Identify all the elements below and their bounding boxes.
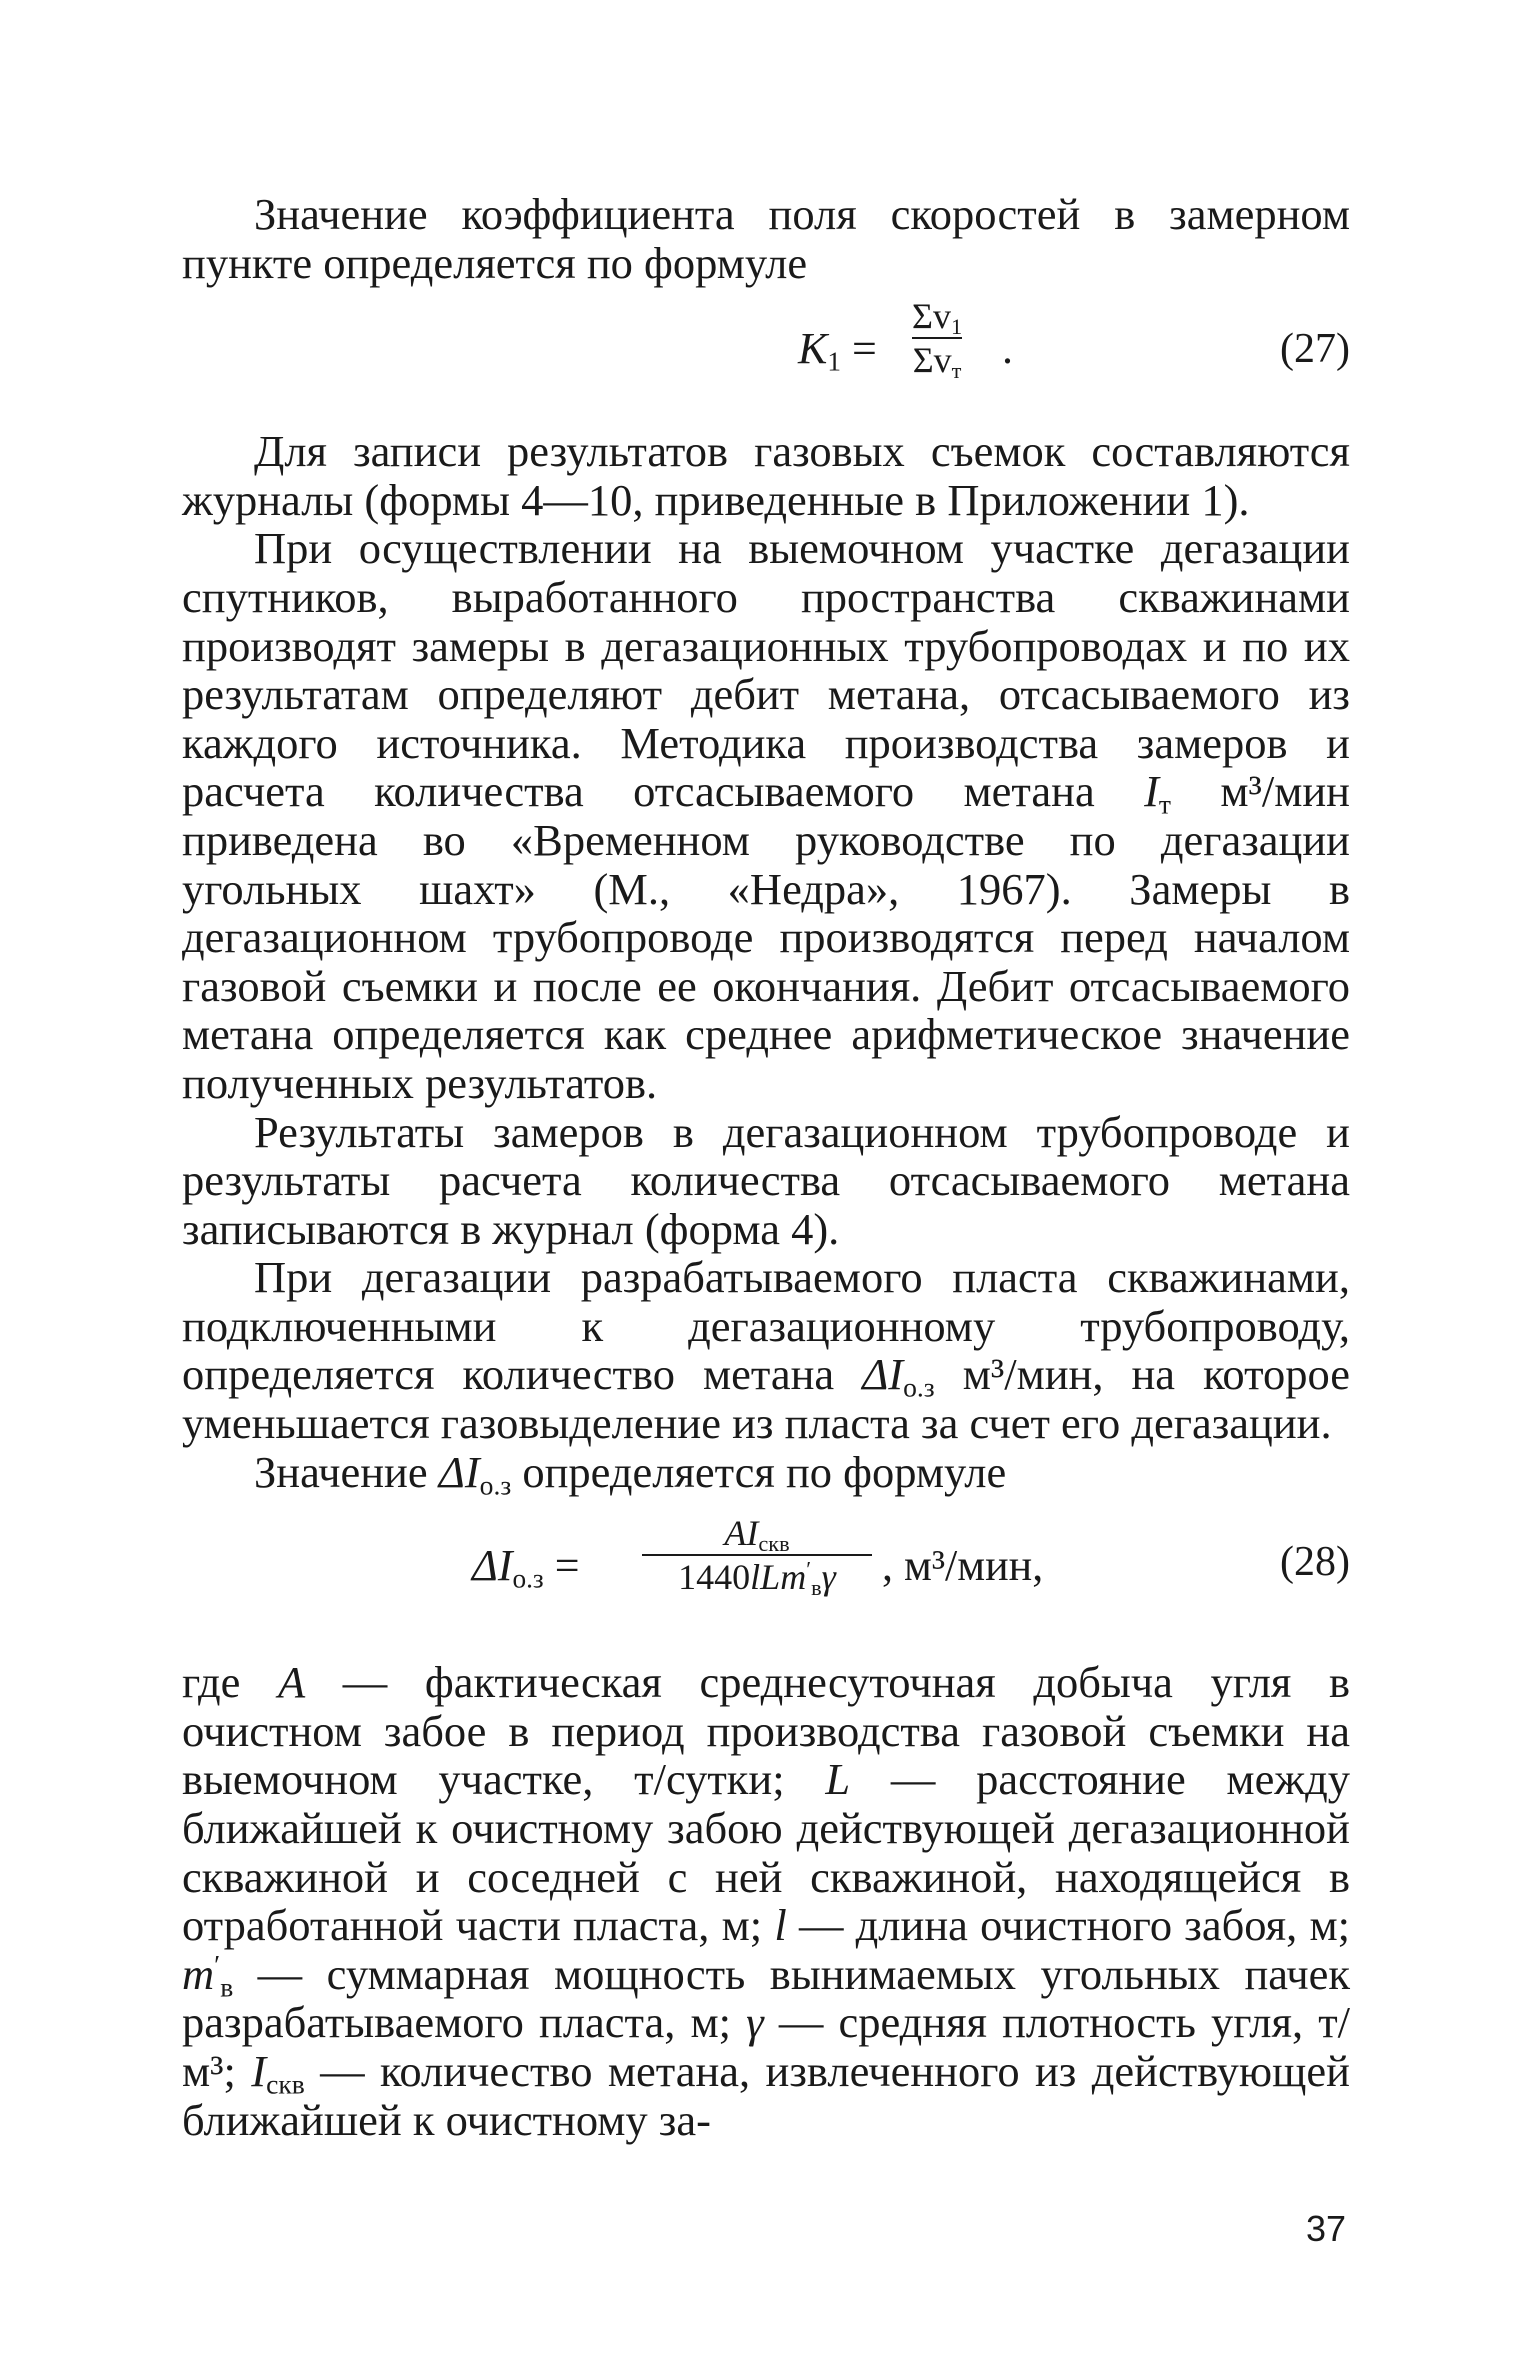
page-number: 37: [1305, 2208, 1346, 2249]
formula-28: [182, 1496, 1350, 1658]
equation-number-28: (28): [1280, 1539, 1350, 1586]
paragraph-journals: Для записи результатов газовых съемок составляются журналы (формы 4—10, приведенные в Приложении 1).: [182, 426, 1350, 525]
formula-28-numerator: $AI_{скв}$: [724, 1513, 790, 1557]
formula-28-fraction: [642, 1512, 872, 1601]
formula-27-denominator: $\Sigma v_т$: [912, 340, 962, 384]
equation-number-27: (27): [1280, 326, 1350, 373]
paragraph-seam-degassing: При дегазации разрабатываемого пласта скважинами, подключенными к дегазационному трубопроводу, определяется количество метана $\Delta I_{о.з}$ м³/мин, на которое уменьшается газовыделение из пласта за счет его дегазации.: [182, 1252, 1350, 1449]
formula-27: $K_1$ = $\Sigma v_1$ $\Sigma v_т$ . (27): [798, 296, 1350, 384]
formula-28-lhs: $\Delta I_{о.з}$ =: [472, 1541, 580, 1594]
formula-28-units: , м³/мин,: [882, 1541, 1044, 1591]
page-body: [182, 190, 1350, 2144]
paragraph-variable-definitions: где A — фактическая среднесуточная добыча угля в очистном забое в период производства газовой съемки на выемочном участке, т/сутки; L — расстояние между ближайшей к очистному забою действующей дегазационной скважиной и соседней с ней скважиной, находящейся в отработанной части пласта, м; l — длина очистного забоя, м; $m'_в$ — суммарная мощность вынимаемых угольных пачек разрабатываемого пласта, м; γ — средняя плотность угля, т/м³; $I_{скв}$ — количество метана, извлеченного из действующей ближайшей к очистному за-: [182, 1657, 1351, 2145]
paragraph-velocity-coefficient: Значение коэффициента поля скоростей в замерном пункте определяется по формуле: [182, 189, 1350, 288]
paragraph-degassing-measurements: При осуществлении на выемочном участке дегазации спутников, выработанного пространства скважинами производят замеры в дегазационных трубопроводах и по их результатам определяют дебит метана, отсасываемого из каждого источника. Методика производства замеров и расчета количества отсасываемого метана $I_т$ м³/мин приведена во «Временном руководстве по дегазации угольных шахт» (М., «Недра», 1967). Замеры в дегазационном трубопроводе производятся перед началом газовой съемки и после ее окончания. Дебит отсасываемого метана определяется как среднее арифметическое значение полученных результатов.: [182, 523, 1350, 1108]
formula-28-denominator: 1440lLm′$_в$γ: [678, 1556, 836, 1601]
formula-27-fraction: [912, 295, 963, 384]
formula-27-numerator: $\Sigma v_1$: [912, 296, 963, 340]
paragraph-results-journal: Результаты замеров в дегазационном трубопроводе и результаты расчета количества отсасываемого метана записываются в журнал (форма 4).: [182, 1106, 1350, 1254]
paragraph-formula-intro: Значение $\Delta I_{о.з}$ определяется по формуле: [254, 1446, 1007, 1501]
formula-27-lhs: $K_1$ =: [798, 324, 877, 377]
